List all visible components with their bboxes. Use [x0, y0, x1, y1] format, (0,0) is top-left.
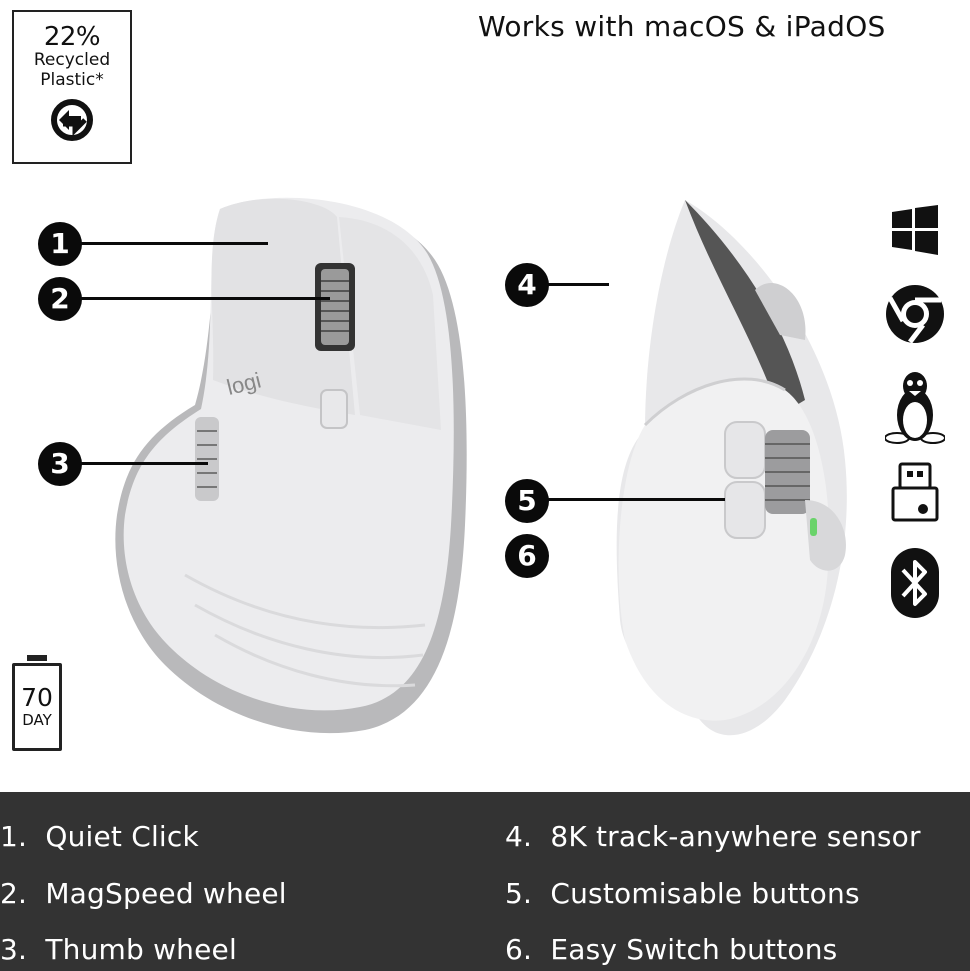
feature-number: 6. — [505, 933, 533, 966]
callout-3: 3 — [38, 442, 82, 486]
callout-6: 6 — [505, 534, 549, 578]
feature-label: MagSpeed wheel — [45, 877, 287, 910]
feature-label: Quiet Click — [45, 820, 199, 853]
callout-line-4 — [547, 283, 609, 286]
windows-icon — [885, 205, 945, 255]
battery-days-unit: DAY — [22, 711, 52, 729]
battery-icon — [27, 655, 47, 661]
callout-line-1 — [80, 242, 268, 245]
usb-receiver-icon — [885, 462, 945, 522]
recycled-plastic-badge — [12, 10, 132, 164]
feature-label: Easy Switch buttons — [550, 933, 838, 966]
recycled-label: Recycled — [33, 50, 111, 70]
feature-item-2 — [0, 877, 287, 910]
feature-number: 3. — [0, 933, 28, 966]
feature-panel — [0, 792, 970, 971]
callout-2: 2 — [38, 277, 82, 321]
feature-item-5 — [505, 877, 860, 910]
callout-1: 1 — [38, 222, 82, 266]
feature-number: 4. — [505, 820, 533, 853]
feature-item-6 — [505, 933, 837, 966]
callout-4: 4 — [505, 263, 549, 307]
recycle-icon — [39, 98, 105, 142]
mouse-logo: logi — [224, 367, 264, 401]
feature-item-4 — [505, 820, 921, 853]
feature-item-1 — [0, 820, 199, 853]
mouse-top-view — [105, 195, 475, 740]
callout-5: 5 — [505, 479, 549, 523]
chrome-icon — [885, 284, 945, 344]
feature-label: Thumb wheel — [45, 933, 237, 966]
recycled-percent: 22% — [43, 22, 101, 52]
linux-icon — [885, 370, 945, 444]
feature-number: 2. — [0, 877, 28, 910]
feature-label: 8K track-anywhere sensor — [550, 820, 921, 853]
feature-number: 5. — [505, 877, 533, 910]
callout-line-5 — [547, 498, 725, 501]
battery-days-value: 70 — [21, 683, 53, 712]
callout-line-2 — [80, 297, 330, 300]
feature-number: 1. — [0, 820, 28, 853]
bluetooth-icon — [885, 548, 945, 620]
callout-line-3 — [80, 462, 208, 465]
feature-label: Customisable buttons — [550, 877, 860, 910]
battery-life-badge — [12, 655, 62, 751]
plastic-label: Plastic* — [40, 70, 104, 90]
compatibility-title: Works with macOS & iPadOS — [478, 10, 886, 43]
mouse-side-view — [605, 200, 865, 745]
feature-item-3 — [0, 933, 237, 966]
